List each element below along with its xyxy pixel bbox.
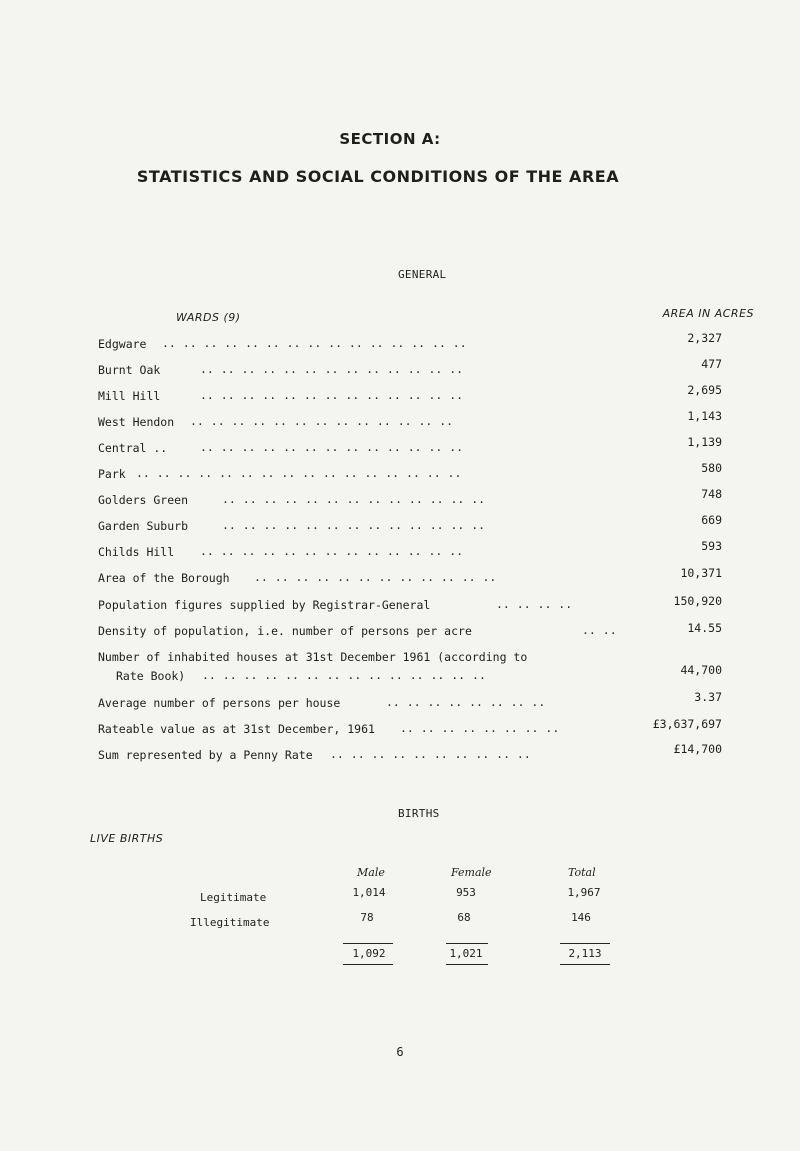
leader-dots: .. .. .. .. .. .. .. .. .. .. .. .. .. xyxy=(222,492,486,506)
average-value: 3.37 xyxy=(694,690,722,704)
ward-label: Edgware xyxy=(98,337,147,351)
births-row-label: Illegitimate xyxy=(190,916,270,929)
area-column-header: AREA IN ACRES xyxy=(662,307,754,320)
rateable-label: Rateable value as at 31st December, 1961 xyxy=(98,722,375,736)
density-value: 14.55 xyxy=(687,621,722,635)
ward-label: Burnt Oak xyxy=(98,363,161,377)
leader-dots: .. .. .. .. .. .. .. .. .. .. .. .. .. xyxy=(200,544,464,558)
births-total-value: 146 xyxy=(571,911,591,924)
general-heading: GENERAL xyxy=(398,268,447,281)
ward-value: 477 xyxy=(701,357,722,371)
leader-dots: .. .. .. .. .. .. .. .. xyxy=(386,695,546,709)
births-male-value: 78 xyxy=(360,911,374,924)
births-male-value: 1,014 xyxy=(352,886,386,899)
births-heading: BIRTHS xyxy=(398,807,440,820)
births-male-total: 1,092 xyxy=(352,947,386,960)
area-label: Area of the Borough xyxy=(98,571,230,585)
leader-dots: .. .. .. .. .. .. .. .. .. .. .. .. .. xyxy=(200,388,464,402)
leader-dots: .. .. .. .. .. .. .. .. .. .. .. .. .. .. .. .. xyxy=(136,466,462,480)
rule-male xyxy=(343,943,393,944)
ward-value: 580 xyxy=(701,461,722,475)
houses-label-continued: Rate Book) xyxy=(116,669,186,683)
penny-rate-label: Sum represented by a Penny Rate xyxy=(98,748,313,762)
leader-dots: .. .. .. .. .. .. .. .. .. .. .. .. .. xyxy=(200,362,464,376)
ward-value: 748 xyxy=(701,487,722,501)
ward-value: 2,695 xyxy=(687,383,722,397)
ward-value: 593 xyxy=(701,539,722,553)
ward-label: Central .. xyxy=(98,441,168,455)
leader-dots: .. .. .. .. .. .. .. .. .. .. .. .. .. xyxy=(200,440,464,454)
leader-dots: .. .. .. .. .. .. .. .. .. .. .. .. xyxy=(254,570,497,584)
births-row-label: Legitimate xyxy=(200,891,267,904)
births-female-value: 68 xyxy=(457,911,471,924)
male-column-header: Male xyxy=(357,866,385,879)
double-rule-male xyxy=(343,964,393,965)
population-value: 150,920 xyxy=(673,594,722,608)
double-rule-total xyxy=(560,964,610,965)
ward-label: Garden Suburb xyxy=(98,519,189,533)
rule-female xyxy=(446,943,488,944)
ward-label: Park xyxy=(98,467,126,481)
page-number: 6 xyxy=(396,1045,404,1059)
ward-label: Golders Green xyxy=(98,493,189,507)
ward-label: Mill Hill xyxy=(98,389,161,403)
ward-value: 1,139 xyxy=(687,435,722,449)
leader-dots: .. .. .. .. .. .. .. .. .. .. .. .. .. .. .. xyxy=(162,336,467,350)
houses-value: 44,700 xyxy=(680,663,722,677)
births-female-total: 1,021 xyxy=(449,947,483,960)
births-total-value: 1,967 xyxy=(567,886,601,899)
double-rule-female xyxy=(446,964,488,965)
penny-rate-value: £14,700 xyxy=(673,742,722,756)
female-column-header: Female xyxy=(451,866,492,879)
density-label: Density of population, i.e. number of persons per acre xyxy=(98,624,472,638)
total-column-header: Total xyxy=(568,866,596,879)
section-title: SECTION A: xyxy=(339,130,441,148)
leader-dots: .. .. .. .. .. .. .. .. .. .. .. .. .. .. xyxy=(202,668,486,682)
page-title: STATISTICS AND SOCIAL CONDITIONS OF THE AREA xyxy=(136,167,620,186)
average-label: Average number of persons per house xyxy=(98,696,341,710)
houses-label: Number of inhabited houses at 31st December 1961 (according to xyxy=(98,650,528,664)
ward-value: 1,143 xyxy=(687,409,722,423)
leader-dots: .. .. .. .. .. .. .. .. xyxy=(400,721,560,735)
rule-total xyxy=(560,943,610,944)
births-grand-total: 2,113 xyxy=(568,947,602,960)
ward-value: 669 xyxy=(701,513,722,527)
births-female-value: 953 xyxy=(456,886,476,899)
ward-value: 2,327 xyxy=(687,331,722,345)
leader-dots: .. .. .. .. xyxy=(496,597,573,611)
leader-dots: .. .. .. .. .. .. .. .. .. .. xyxy=(330,747,531,761)
ward-label: West Hendon xyxy=(98,415,175,429)
wards-column-header: WARDS (9) xyxy=(176,311,241,324)
area-value: 10,371 xyxy=(680,566,722,580)
leader-dots: .. .. .. .. .. .. .. .. .. .. .. .. .. xyxy=(190,414,454,428)
leader-dots: .. .. .. .. .. .. .. .. .. .. .. .. .. xyxy=(222,518,486,532)
ward-label: Childs Hill xyxy=(98,545,175,559)
live-births-subheading: LIVE BIRTHS xyxy=(90,832,164,845)
population-label: Population figures supplied by Registrar-General xyxy=(98,598,431,612)
rateable-value: £3,637,697 xyxy=(652,717,722,731)
leader-dots: .. .. xyxy=(582,623,617,637)
